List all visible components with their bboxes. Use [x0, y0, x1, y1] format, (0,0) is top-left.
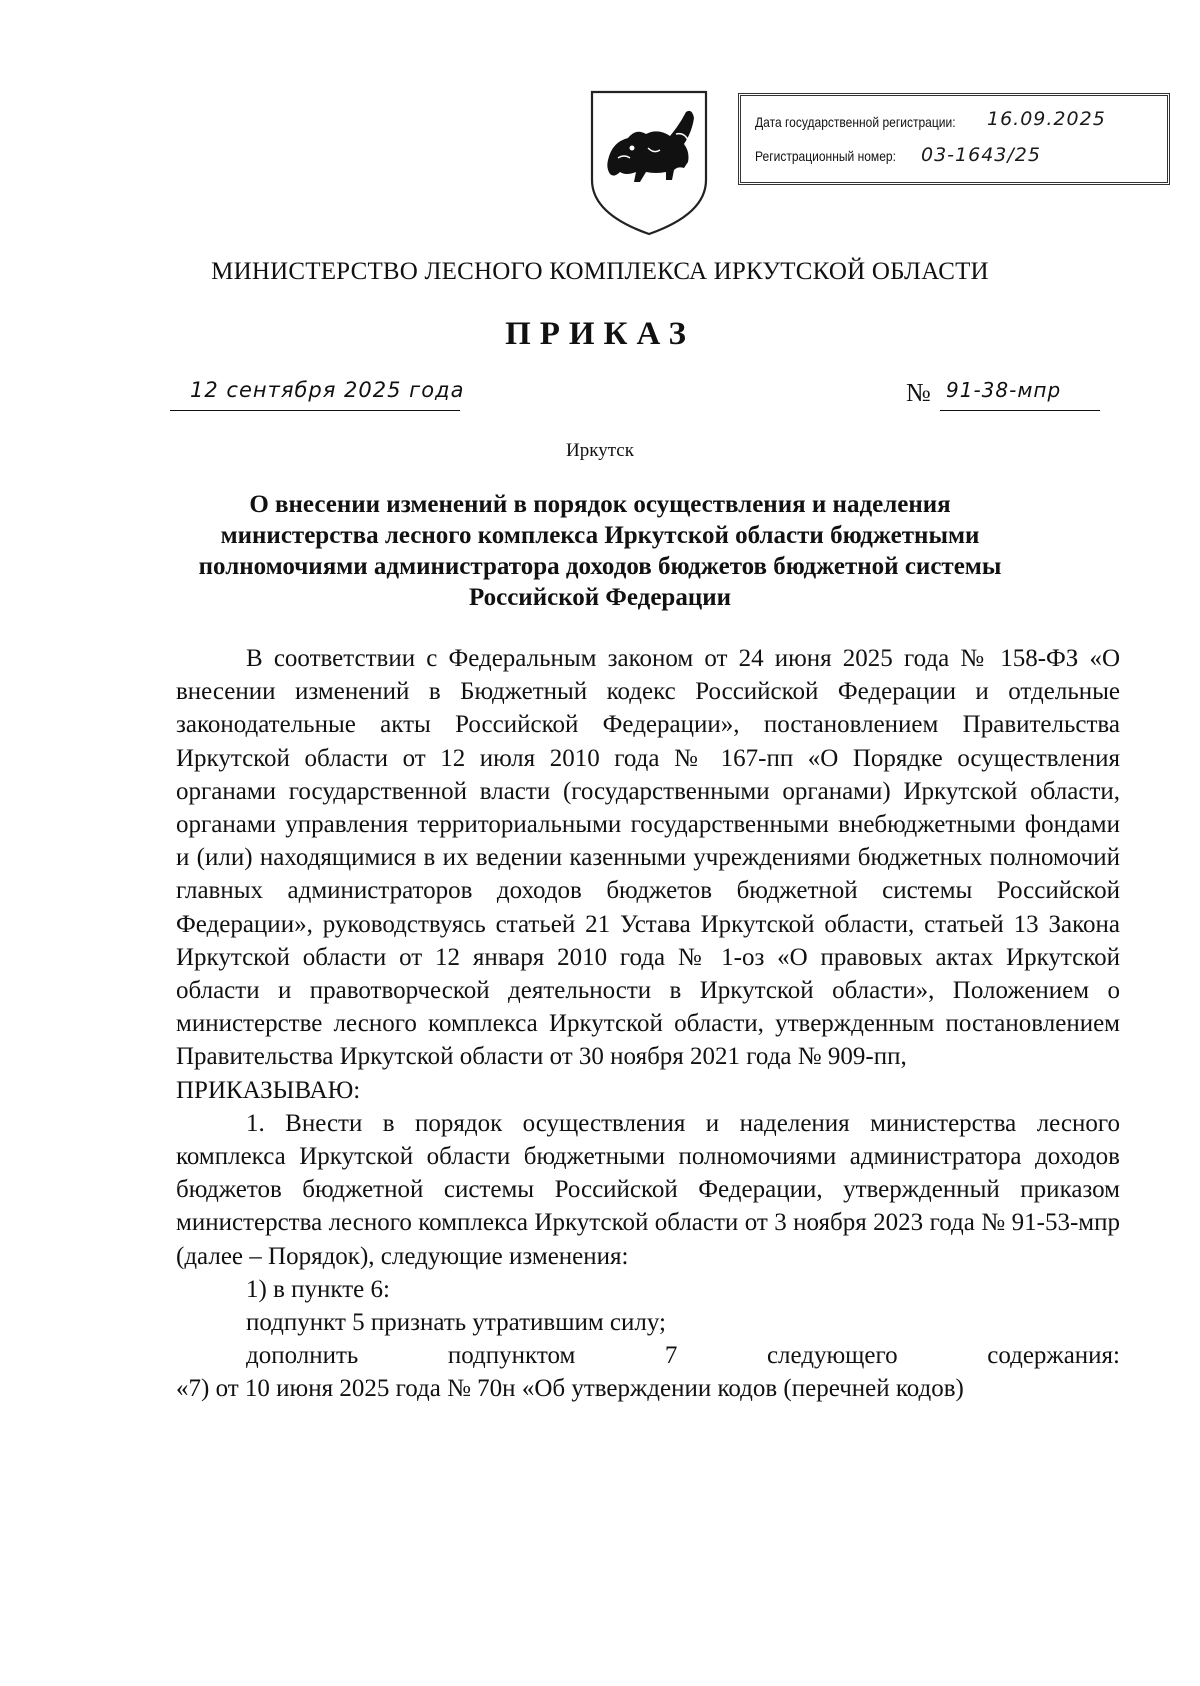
coat-of-arms-emblem: [588, 88, 710, 236]
order-date: 12 сентября 2025 года: [190, 378, 465, 402]
registration-number-row: [755, 144, 1041, 166]
order-number: 91-38-мпр: [946, 378, 1062, 402]
registration-date-label: Дата государственной регистрации:: [755, 114, 956, 130]
registration-number-value: 03-1643/25: [921, 144, 1041, 166]
registration-date-row: [755, 108, 1106, 130]
order-heading: [160, 489, 1040, 613]
heading-line: полномочиями администратора доходов бюджетов бюджетной системы: [198, 553, 1002, 580]
ministry-name: МИНИСТЕРСТВО ЛЕСНОГО КОМПЛЕКСА ИРКУТСКОЙ ОБЛАСТИ: [211, 258, 989, 285]
heading-line: Российской Федерации: [468, 584, 732, 611]
order-word: ПРИКАЗЫВАЮ:: [176, 1076, 361, 1104]
subitem-1-b: дополнить подпунктом 7 следующего содержания:: [246, 1342, 1120, 1370]
preamble-paragraph: В соответствии с Федеральным законом от 24 июня 2025 года № 158-ФЗ «О внесении изменений в Бюджетный кодекс Российской Федерации и отдельные законодательные акты Российской Федерации», постановлением Правительства Иркутской области от 12 июля 2010 года № 167-пп «О Порядке осуществления органами государственной власти (государственными органами) Иркутской области, органами управления территориальными государственными внебюджетными фондами и (или) находящимися в их ведении казенными учреждениями бюджетных полномочий главных администраторов доходов бюджетов бюджетной системы Российской Федерации», руководствуясь статьей 21 Устава Иркутской области, статьей 13 Закона Иркутской области от 12 января 2010 года № 1-оз «О правовых актах Иркутской области и правотворческой деятельности в Иркутской области», Положением о министерстве лесного комплекса Иркутской области, утвержденным постановлением Правительства Иркутской области от 30 ноября 2021 года № 909-пп,: [176, 645, 1120, 1071]
registration-date-value: 16.09.2025: [987, 108, 1106, 130]
subitem-1-a: подпункт 5 признать утратившим силу;: [246, 1309, 666, 1337]
order-body: [176, 642, 1120, 1406]
heading-line: министерства лесного комплекса Иркутской области бюджетными: [220, 522, 980, 549]
city-name: Иркутск: [566, 440, 634, 461]
heading-line: О внесении изменений в порядок осуществления и наделения: [249, 491, 951, 518]
subitem-1-c: «7) от 10 июня 2025 года № 70н «Об утверждении кодов (перечней кодов): [176, 1375, 964, 1403]
number-sign: №: [906, 378, 931, 407]
registration-number-label: Регистрационный номер:: [755, 148, 896, 164]
item-1-paragraph: 1. Внести в порядок осуществления и наделения министерства лесного комплекса Иркутской области бюджетными полномочиями администратора доходов бюджетов бюджетной системы Российской Федерации, утвержденный приказом министерства лесного комплекса Иркутской области от 3 ноября 2023 года № 91-53-мпр (далее – Порядок), следующие изменения:: [176, 1109, 1120, 1270]
registration-stamp: [738, 93, 1170, 185]
document-type-title: ПРИКАЗ: [505, 316, 695, 352]
subitem-1: 1) в пункте 6:: [246, 1275, 390, 1303]
